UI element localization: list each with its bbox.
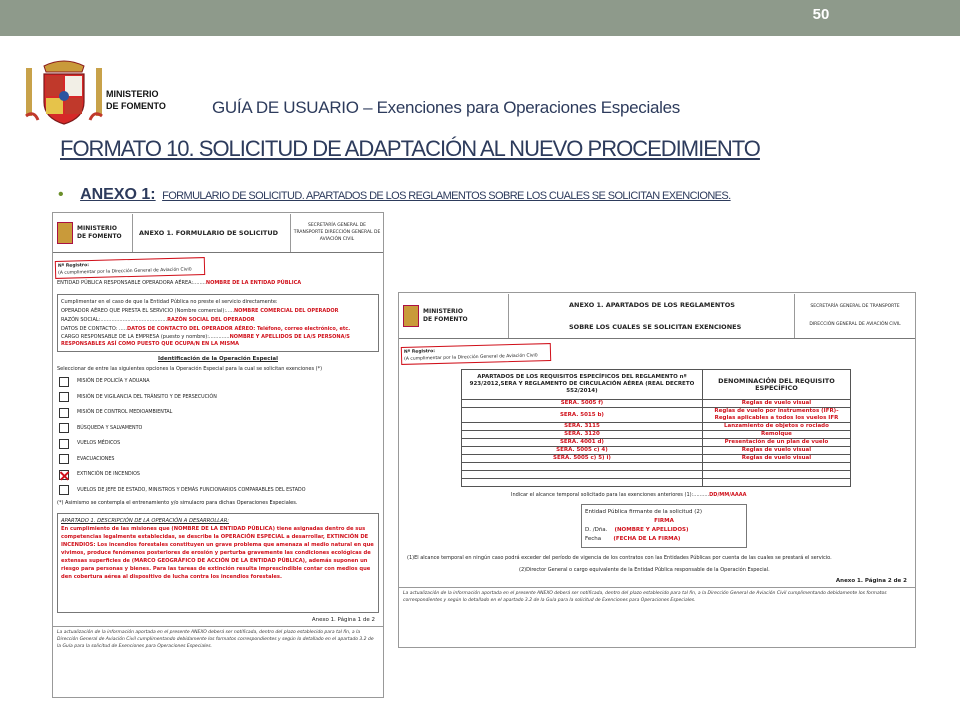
operador-line	[61, 307, 375, 316]
fecha-value: (FECHA DE LA FIRMA)	[613, 536, 681, 542]
form1-min1: MINISTERIO	[77, 224, 117, 232]
form1-reg1: Nº Registro:	[57, 263, 90, 269]
cargo-value: NOMBRE Y APELLIDOS DE LA/S PERSONA/S RESPONSABLES ASÍ COMO PUESTO QUE OCUPA/N EN LA MISMA	[61, 334, 350, 347]
col-apartados: APARTADOS DE LOS REQUISITOS ESPECÍFICOS DEL REGLAMENTO nº 923/2012,SERA Y REGLAMENTO DE CIRCULACIÓN AÉREA (REAL DECRETO 552/2014)	[462, 370, 703, 400]
checkbox[interactable]	[59, 423, 69, 433]
options-list	[53, 374, 383, 498]
cell-denominacion: Reglas de vuelo visual	[702, 400, 850, 408]
option-item	[53, 390, 383, 406]
form2-reg2: (A cumplimentar por la Dirección General de Aviación Civil)	[404, 353, 538, 362]
form1-heading: ANEXO 1. FORMULARIO DE SOLICITUD	[133, 214, 291, 252]
option-item	[53, 405, 383, 421]
bullet-text: FORMULARIO DE SOLICITUD. APARTADOS DE LOS REGLAMENTOS SOBRE LOS CUALES SE SOLICITAN EXENCIONES.	[162, 190, 731, 202]
checkbox[interactable]	[59, 392, 69, 402]
requirements-body	[462, 400, 851, 487]
cell-apartado: SERA. 5005 c) 5) i)	[462, 455, 703, 463]
cargo-line	[61, 334, 375, 348]
form1-header	[53, 213, 383, 253]
firma: FIRMA	[654, 518, 674, 524]
razon-line	[61, 316, 375, 325]
cell-apartado	[462, 471, 703, 479]
cell-denominacion	[702, 471, 850, 479]
cell-apartado: SERA. 3115	[462, 423, 703, 431]
apartado-text: En cumplimiento de las misiones que (NOMBRE DE LA ENTIDAD PÚBLICA) tiene asignadas dentro de sus competencias legalmente establecidas, se describe la OPERACIÓN ESPECIAL a desarrollar, EXTINCIÓN DE INCENDIOS: Los incendios forestales constituyen un grave problema que amenaza al medio natural en que vivimos, produce fenómenos posteriores de erosión y perturba gravemente las condiciones ecológicas de extensas superficies de (MARCO GEOGRÁFICO DE ACCIÓN DE LA ENTIDAD PÚBLICA), además suponen un riesgo para personas y bienes. Para las tareas de extinción resulta imprescindible contar con medios que den cobertura aérea al dispositivo de lucha contra los incendios forestales.	[61, 526, 374, 580]
cell-denominacion: Reglas de vuelo por instrumentos (IFR)-Reglas aplicables a todos los vuelos IFR	[702, 408, 850, 423]
form2-header	[399, 293, 915, 339]
cell-apartado: SERA. 3120	[462, 431, 703, 439]
requirements-table	[461, 369, 851, 487]
checkbox[interactable]	[59, 470, 69, 480]
apartado-box	[57, 513, 379, 613]
table-row	[462, 463, 851, 471]
form2-heading1: ANEXO 1. APARTADOS DE LOS REGLAMENTOS	[569, 300, 735, 309]
cell-apartado	[462, 463, 703, 471]
fecha-label: Fecha	[585, 536, 602, 542]
checkbox[interactable]	[59, 439, 69, 449]
option-item	[53, 436, 383, 452]
dona-label: D. /Dña.	[585, 527, 608, 533]
cell-apartado: SERA. 4001 d)	[462, 439, 703, 447]
fecha-line	[585, 535, 743, 544]
option-label: MISIÓN DE POLICÍA Y ADUANA	[77, 379, 150, 385]
option-item	[53, 483, 383, 499]
asterisk-note: (*) Asimismo se contempla el entrenamiento y/o simulacro para dichas Operaciones Especiales.	[57, 500, 298, 506]
cell-denominacion: Reglas de vuelo visual	[702, 447, 850, 455]
form2-min1: MINISTERIO	[423, 307, 463, 315]
ministry-line1: MINISTERIO	[106, 89, 159, 99]
option-label: MISIÓN DE VIGILANCIA DEL TRÁNSITO Y DE PERSECUCIÓN	[77, 394, 217, 400]
cell-denominacion: Presentación de un plan de vuelo	[702, 439, 850, 447]
option-item	[53, 421, 383, 437]
checkbox[interactable]	[59, 485, 69, 495]
cell-apartado: SERA. 5015 b)	[462, 408, 703, 423]
table-row	[462, 471, 851, 479]
crest-icon	[403, 305, 419, 327]
form1-ministry	[53, 214, 133, 252]
cell-denominacion: Remolque	[702, 431, 850, 439]
table-row	[462, 431, 851, 439]
option-item	[53, 452, 383, 468]
bullet-annex	[58, 186, 731, 204]
form2-heading	[509, 294, 795, 338]
form2-ministry	[399, 294, 509, 338]
datos-value: DATOS DE CONTACTO DEL OPERADOR AÉREO: Teléfono, correo electrónico, etc.	[126, 326, 351, 332]
form2-min2: DE FOMENTO	[423, 315, 468, 323]
dona-line	[585, 526, 743, 535]
cell-denominacion: Reglas de vuelo visual	[702, 455, 850, 463]
form1-footer: La actualización de la información aportada en el presente ANEXO deberá ser notificada, dentro del plazo establecido para tal fin, a la Dirección General de Aviación Civil cumplimentando debidamente los formatos correspondientes y según lo detallado en el apartado 3.2 de la Guía para la solicitud de Exenciones para Operaciones Especiales.	[53, 626, 383, 652]
form1-page: Anexo 1. Página 1 de 2	[311, 617, 375, 623]
ministry-label	[106, 88, 166, 112]
option-item	[53, 374, 383, 390]
table-row	[462, 423, 851, 431]
form-page-1	[52, 212, 384, 698]
form1-min2: DE FOMENTO	[77, 232, 122, 240]
razon-label: RAZÓN SOCIAL:..........................................	[61, 317, 168, 323]
razon-value: RAZÓN SOCIAL DEL OPERADOR	[167, 317, 255, 323]
option-label: EVACUACIONES	[77, 456, 115, 462]
note1: (1)El alcance temporal en ningún caso podrá exceder del período de vigencia de los contratos con las Entidades Públicas por cuenta de las cuales se prestará el servicio.	[407, 555, 832, 561]
table-row	[462, 447, 851, 455]
form2-page: Anexo 1. Página 2 de 2	[835, 578, 907, 584]
dona-value: (NOMBRE Y APELLIDOS)	[614, 527, 689, 533]
crest-icon	[57, 222, 73, 244]
alcance-value: DD/MM/AAAA	[709, 492, 747, 498]
option-label: VUELOS MÉDICOS	[77, 441, 121, 447]
main-title: FORMATO 10. SOLICITUD DE ADAPTACIÓN AL NUEVO PROCEDIMIENTO	[60, 136, 760, 161]
form2-registro-box	[401, 343, 551, 365]
bullet-bold: ANEXO 1:	[80, 186, 156, 203]
cell-denominacion	[702, 479, 850, 487]
form1-operator-box	[57, 294, 379, 352]
cell-apartado	[462, 479, 703, 487]
option-label: VUELOS DE JEFE DE ESTADO, MINISTROS Y DEMÁS FUNCIONARIOS COMPARABLES DEL ESTADO	[77, 487, 306, 493]
cargo-label: CARGO RESPONSABLE DE LA EMPRESA (puesto y nombre):.............	[61, 334, 230, 340]
table-row	[462, 408, 851, 423]
checkbox[interactable]	[59, 454, 69, 464]
cell-denominacion	[702, 463, 850, 471]
datos-line	[61, 325, 375, 334]
option-item	[53, 467, 383, 483]
top-bar	[0, 0, 960, 36]
option-label: EXTINCIÓN DE INCENDIOS	[77, 472, 140, 478]
datos-label: DATOS DE CONTACTO: .....	[61, 326, 127, 332]
operador-label: OPERADOR AÉREO QUE PRESTA EL SERVICIO (Nombre comercial):.....	[61, 308, 234, 314]
form2-footer: La actualización de la información aportada en el presente ANEXO deberá ser notificada, dentro del plazo establecido para tal fin, a la Dirección General de Aviación Civil cumplimentando debidamente los formatos correspondientes y según lo detallado en el apartado 3.2 de la Guía para la solicitud de Exenciones para Operaciones Especiales.	[399, 587, 915, 606]
cell-denominacion: Lanzamiento de objetos o rociado	[702, 423, 850, 431]
operador-value: NOMBRE COMERCIAL DEL OPERADOR	[233, 308, 339, 314]
checkbox[interactable]	[59, 377, 69, 387]
col-denominacion: DENOMINACIÓN DEL REQUISITO ESPECÍFICO	[702, 370, 850, 400]
firmante: Entidad Pública firmante de la solicitud (2)	[585, 509, 703, 515]
page-number: 50	[812, 6, 830, 23]
apartado-title: APARTADO 1. DESCRIPCIÓN DE LA OPERACIÓN A DESARROLLAR:	[61, 518, 230, 524]
checkbox[interactable]	[59, 408, 69, 418]
form1-header-right: SECRETARÍA GENERAL DE TRANSPORTE DIRECCIÓN GENERAL DE AVIACIÓN CIVIL	[293, 223, 381, 242]
entidad-value: NOMBRE DE LA ENTIDAD PÚBLICA	[205, 280, 302, 286]
table-row	[462, 439, 851, 447]
form1-registro-box	[55, 257, 205, 279]
form2-header-right	[795, 296, 915, 336]
bullet-dot-icon: •	[58, 186, 64, 203]
form2-hr1: SECRETARÍA GENERAL DE TRANSPORTE	[810, 303, 900, 309]
form1-entidad	[53, 277, 383, 290]
form1-reg2: (A cumplimentar por la Dirección General de Aviación Civil)	[58, 267, 192, 276]
cumpl-text: Cumplimentar en el caso de que la Entidad Pública no preste el servicio directamente:	[61, 299, 278, 305]
form2-heading2: SOBRE LOS CUALES SE SOLICITAN EXENCIONES	[569, 322, 742, 331]
select-text: Seleccionar de entre las siguientes opciones la Operación Especial para la cual se solicitan exenciones (*)	[57, 366, 323, 372]
cell-apartado: SERA. 5005 f)	[462, 400, 703, 408]
ident-title: Identificación de la Operación Especial	[157, 356, 278, 362]
form2-reg1: Nº Registro:	[403, 349, 436, 355]
form-page-2	[398, 292, 916, 648]
table-row	[462, 479, 851, 487]
ministry-line2: DE FOMENTO	[106, 101, 166, 111]
entidad-label: ENTIDAD PÚBLICA RESPONSABLE OPERADORA AÉREA:........	[57, 280, 206, 286]
note2: (2)Director General o cargo equivalente de la Entidad Pública responsable de la Operación Especial.	[519, 567, 770, 573]
option-label: BÚSQUEDA Y SALVAMENTO	[77, 425, 143, 431]
table-row	[462, 455, 851, 463]
coat-of-arms-logo	[24, 58, 104, 128]
option-label: MISIÓN DE CONTROL MEDIOAMBIENTAL	[77, 410, 173, 416]
guide-title: GUÍA DE USUARIO – Exenciones para Operaciones Especiales	[212, 98, 680, 117]
alcance-label: Indicar el alcance temporal solicitado para las exenciones anteriores (1):..........	[511, 492, 710, 498]
signature-box	[581, 504, 747, 548]
form2-hr2: DIRECCIÓN GENERAL DE AVIACIÓN CIVIL	[809, 321, 901, 327]
cell-apartado: SERA. 5005 c) 4)	[462, 447, 703, 455]
alcance-line	[399, 487, 915, 500]
table-row	[462, 400, 851, 408]
